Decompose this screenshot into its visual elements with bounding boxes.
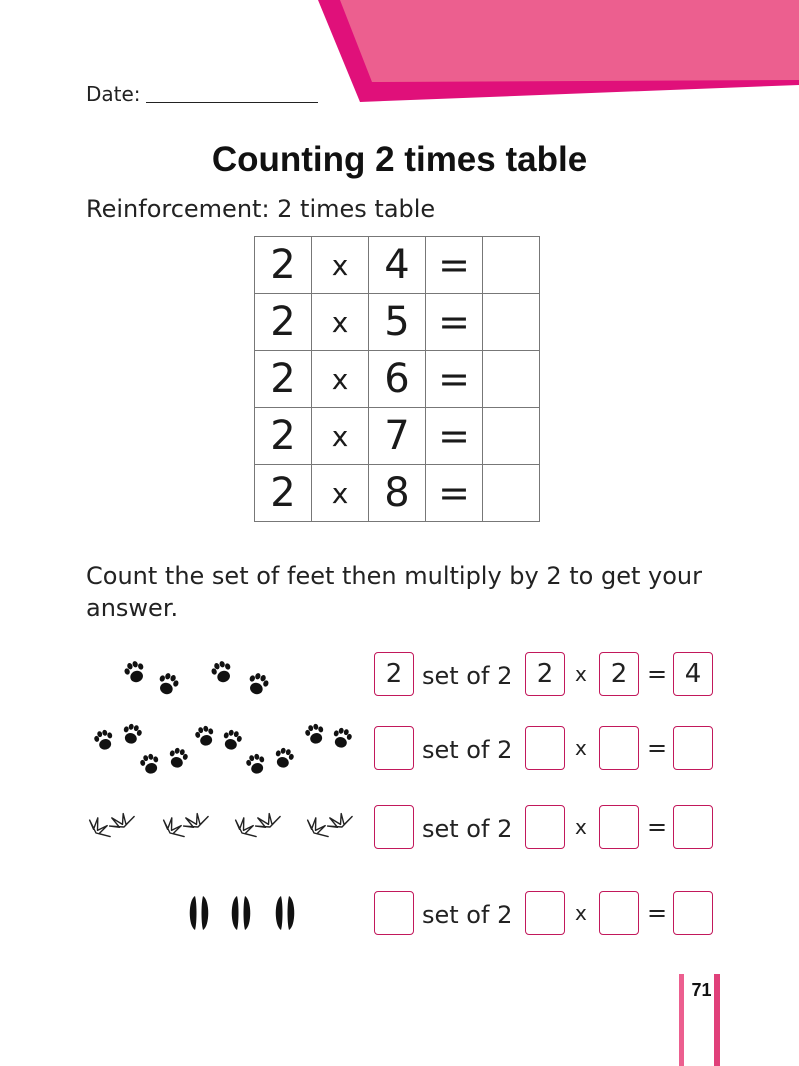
instruction-text: Count the set of feet then multiply by 2 to get your answer.	[86, 562, 702, 622]
set-of-label: set of 2	[422, 662, 513, 690]
page-title: Counting 2 times table	[211, 140, 588, 179]
exercise-row	[0, 652, 799, 702]
factor-b-box[interactable]	[599, 805, 639, 849]
equals-sign: =	[647, 813, 668, 841]
table-cell-a: 2	[255, 237, 312, 294]
sets-box[interactable]	[374, 726, 414, 770]
bird-feet-icon	[0, 805, 360, 855]
table-cell-eq: =	[426, 408, 483, 465]
factor-a-box[interactable]	[525, 726, 565, 770]
date-label: Date:	[86, 82, 141, 106]
set-of-label: set of 2	[422, 901, 513, 929]
equals-sign: =	[647, 899, 668, 927]
table-cell-b: 6	[369, 351, 426, 408]
table-cell-b: 5	[369, 294, 426, 351]
factor-a-box[interactable]	[525, 891, 565, 935]
table-cell-eq: =	[426, 351, 483, 408]
table-cell-op: x	[312, 237, 369, 294]
answer-cell[interactable]	[483, 237, 540, 294]
hoof-prints-icon	[0, 891, 300, 941]
table-cell-a: 2	[255, 351, 312, 408]
table-cell-op: x	[312, 465, 369, 522]
page-number: 71	[691, 980, 712, 1000]
date-field[interactable]	[146, 102, 318, 103]
table-cell-b: 8	[369, 465, 426, 522]
exercise-row	[0, 805, 799, 855]
times-sign: x	[575, 736, 587, 760]
sets-box[interactable]: 2	[374, 652, 414, 696]
table-row	[255, 465, 540, 522]
table-row	[255, 408, 540, 465]
sets-box[interactable]	[374, 805, 414, 849]
answer-cell[interactable]	[483, 408, 540, 465]
table-cell-op: x	[312, 294, 369, 351]
paw-prints-icon	[0, 652, 300, 702]
table-cell-eq: =	[426, 465, 483, 522]
table-row	[255, 237, 540, 294]
table-cell-eq: =	[426, 294, 483, 351]
factor-b-box[interactable]	[599, 891, 639, 935]
answer-cell[interactable]	[483, 351, 540, 408]
table-row	[255, 351, 540, 408]
exercise-row	[0, 726, 799, 776]
equals-sign: =	[647, 660, 668, 688]
factor-a-box[interactable]: 2	[525, 652, 565, 696]
table-cell-b: 4	[369, 237, 426, 294]
times-sign: x	[575, 901, 587, 925]
table-cell-a: 2	[255, 408, 312, 465]
answer-box[interactable]	[673, 805, 713, 849]
answer-cell[interactable]	[483, 294, 540, 351]
answer-box[interactable]	[673, 891, 713, 935]
sets-box[interactable]	[374, 891, 414, 935]
paw-prints-icon	[0, 720, 360, 780]
answer-box[interactable]	[673, 726, 713, 770]
times-table	[254, 236, 540, 522]
times-sign: x	[575, 662, 587, 686]
answer-cell[interactable]	[483, 465, 540, 522]
table-cell-op: x	[312, 408, 369, 465]
exercise-row	[0, 891, 799, 941]
table-cell-eq: =	[426, 237, 483, 294]
table-cell-op: x	[312, 351, 369, 408]
times-sign: x	[575, 815, 587, 839]
table-row	[255, 294, 540, 351]
factor-b-box[interactable]: 2	[599, 652, 639, 696]
subtitle: Reinforcement: 2 times table	[86, 195, 436, 223]
factor-b-box[interactable]	[599, 726, 639, 770]
table-cell-a: 2	[255, 465, 312, 522]
table-cell-b: 7	[369, 408, 426, 465]
table-cell-a: 2	[255, 294, 312, 351]
set-of-label: set of 2	[422, 815, 513, 843]
set-of-label: set of 2	[422, 736, 513, 764]
factor-a-box[interactable]	[525, 805, 565, 849]
answer-box[interactable]: 4	[673, 652, 713, 696]
equals-sign: =	[647, 734, 668, 762]
